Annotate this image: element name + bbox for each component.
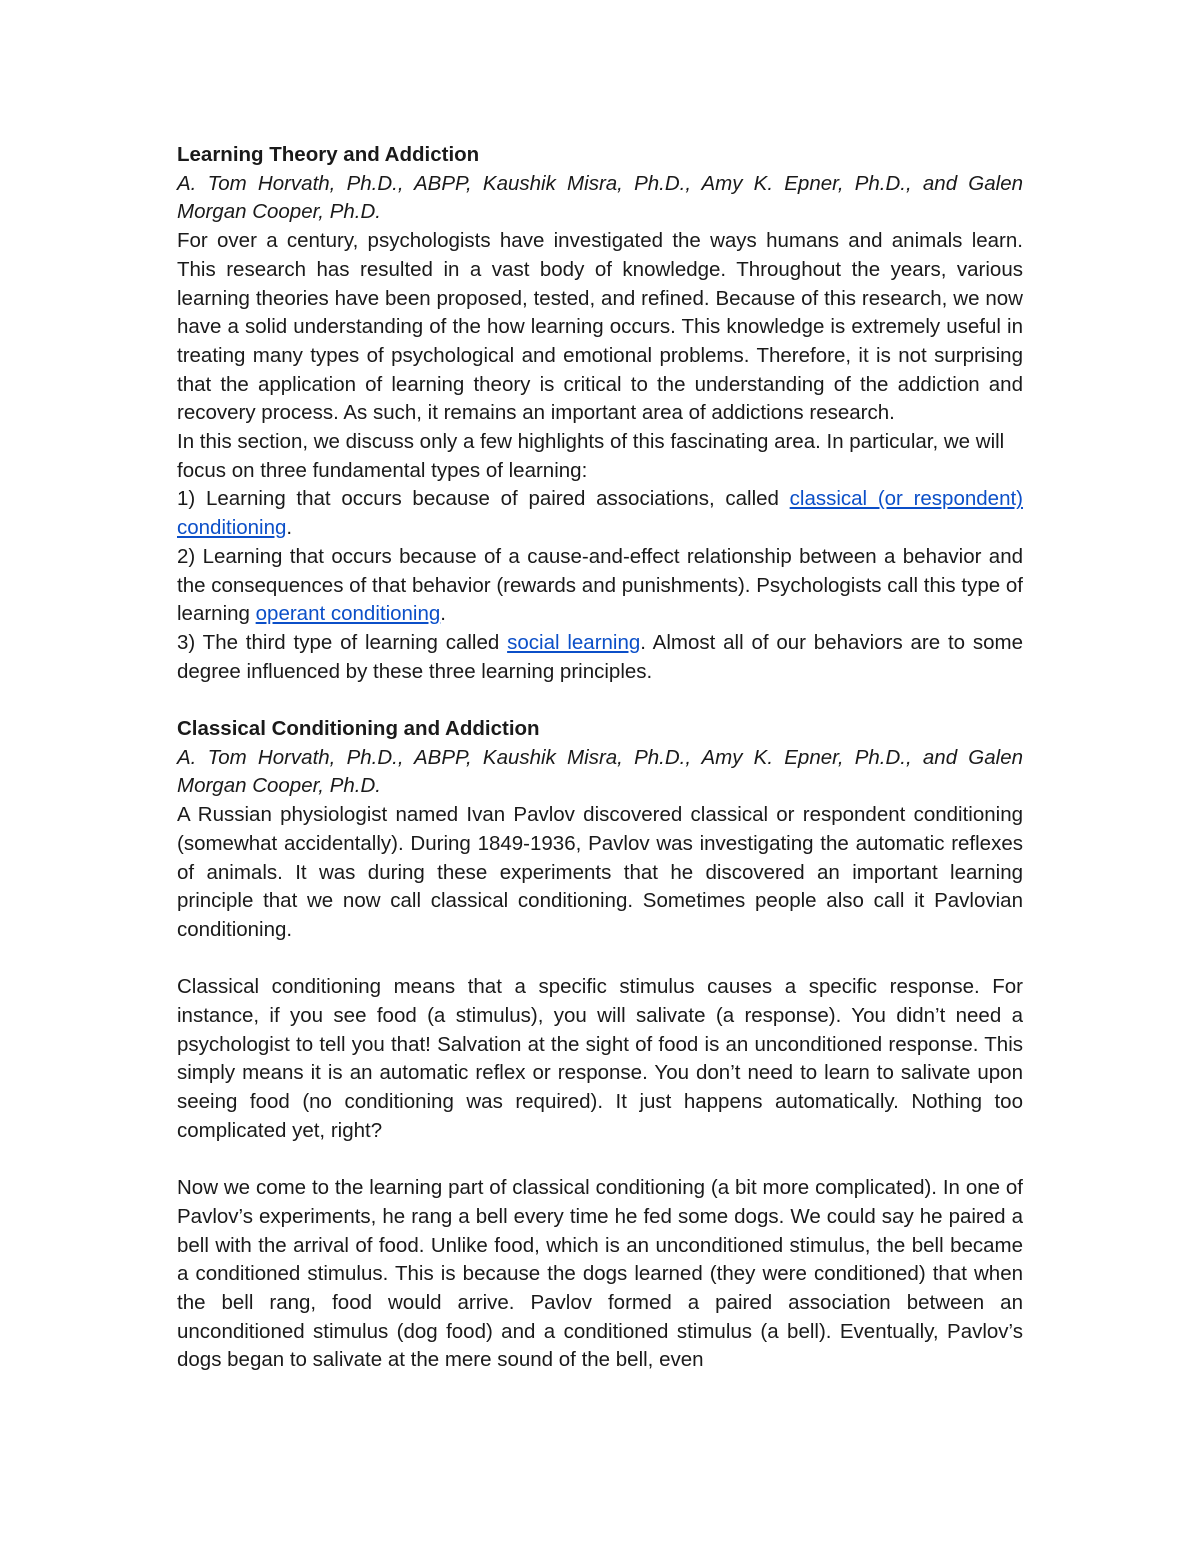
document-page [177,141,1023,1375]
authors-line: A. Tom Horvath, Ph.D., ABPP, Kaushik Misra, Ph.D., Amy K. Epner, Ph.D., and Galen Morgan Cooper, Ph.D. [177,171,1023,224]
authors-line: A. Tom Horvath, Ph.D., ABPP, Kaushik Misra, Ph.D., Amy K. Epner, Ph.D., and Galen Morgan Cooper, Ph.D. [177,745,1023,798]
list-item-text-end: . Almost all of our behaviors are to some degree influenced by these three learning principles. [177,630,1023,683]
definition-paragraph: Classical conditioning means that a specific stimulus causes a specific response. For instance, if you see food (a stimulus), you will salivate (a response). You didn’t need a psychologist to tell you that! Salvation at the sight of food is an unconditioned response. This simply means it is an automatic reflex or response. You don’t need to learn to salivate upon seeing food (no conditioning was required). It just happens automatically. Nothing too complicated yet, right? [177,975,1023,1142]
list-item-classical [177,485,1023,542]
experiment-paragraph: Now we come to the learning part of classical conditioning (a bit more complicated). In one of Pavlov’s experiments, he rang a bell every time he fed some dogs. We could say he paired a bell with the arrival of food. Unlike food, which is an unconditioned stimulus, the bell became a conditioned stimulus. This is because the dogs learned (they were conditioned) that when the bell rang, food would arrive. Pavlov formed a paired association between an unconditioned stimulus (dog food) and a conditioned stimulus (a bell). Eventually, Pavlov’s dogs began to salivate at the mere sound of the bell, even [177,1176,1023,1372]
section-heading-classical-conditioning: Classical Conditioning and Addiction [177,717,540,741]
list-item-text: 2) Learning that occurs because of a cause-and-effect relationship between a behavior and the consequences of that behavior (rewards and punishments). Psychologists call this type of learning [177,544,1023,626]
list-item-social [177,629,1023,686]
social-learning-link[interactable]: social learning [507,630,641,654]
list-item-text-end: . [440,602,446,626]
blank-line [177,945,1023,974]
list-item-text: 1) Learning that occurs because of paired associations, called [177,487,790,511]
list-item-operant [177,543,1023,629]
list-item-text: 3) The third type of learning called [177,630,508,654]
section-paragraph: In this section, we discuss only a few highlights of this fascinating area. In particular, we will focus on three fundamental types of learning: [177,430,1005,482]
classical-conditioning-link[interactable]: classical (or respondent) conditioning [177,487,1023,540]
intro-paragraph: For over a century, psychologists have investigated the ways humans and animals learn. This research has resulted in a vast body of knowledge. Throughout the years, various learning theories have been proposed, tested, and refined. Because of this research, we now have a solid understanding of the how learning occurs. This knowledge is extremely useful in treating many types of psychological and emotional problems. Therefore, it is not surprising that the application of learning theory is critical to the understanding of the addiction and recovery process. As such, it remains an important area of addictions research. [177,229,1023,425]
pavlov-paragraph: A Russian physiologist named Ivan Pavlov discovered classical or respondent conditioning (somewhat accidentally). During 1849-1936, Pavlov was investigating the automatic reflexes of animals. It was during these experiments that he discovered an important learning principle that we now call classical conditioning. Sometimes people also call it Pavlovian conditioning. [177,803,1023,941]
section-heading-learning-theory: Learning Theory and Addiction [177,143,480,166]
operant-conditioning-link[interactable]: operant conditioning [255,602,441,626]
list-item-text-end: . [286,516,293,540]
blank-line [177,1146,1023,1175]
blank-line [177,686,1023,715]
